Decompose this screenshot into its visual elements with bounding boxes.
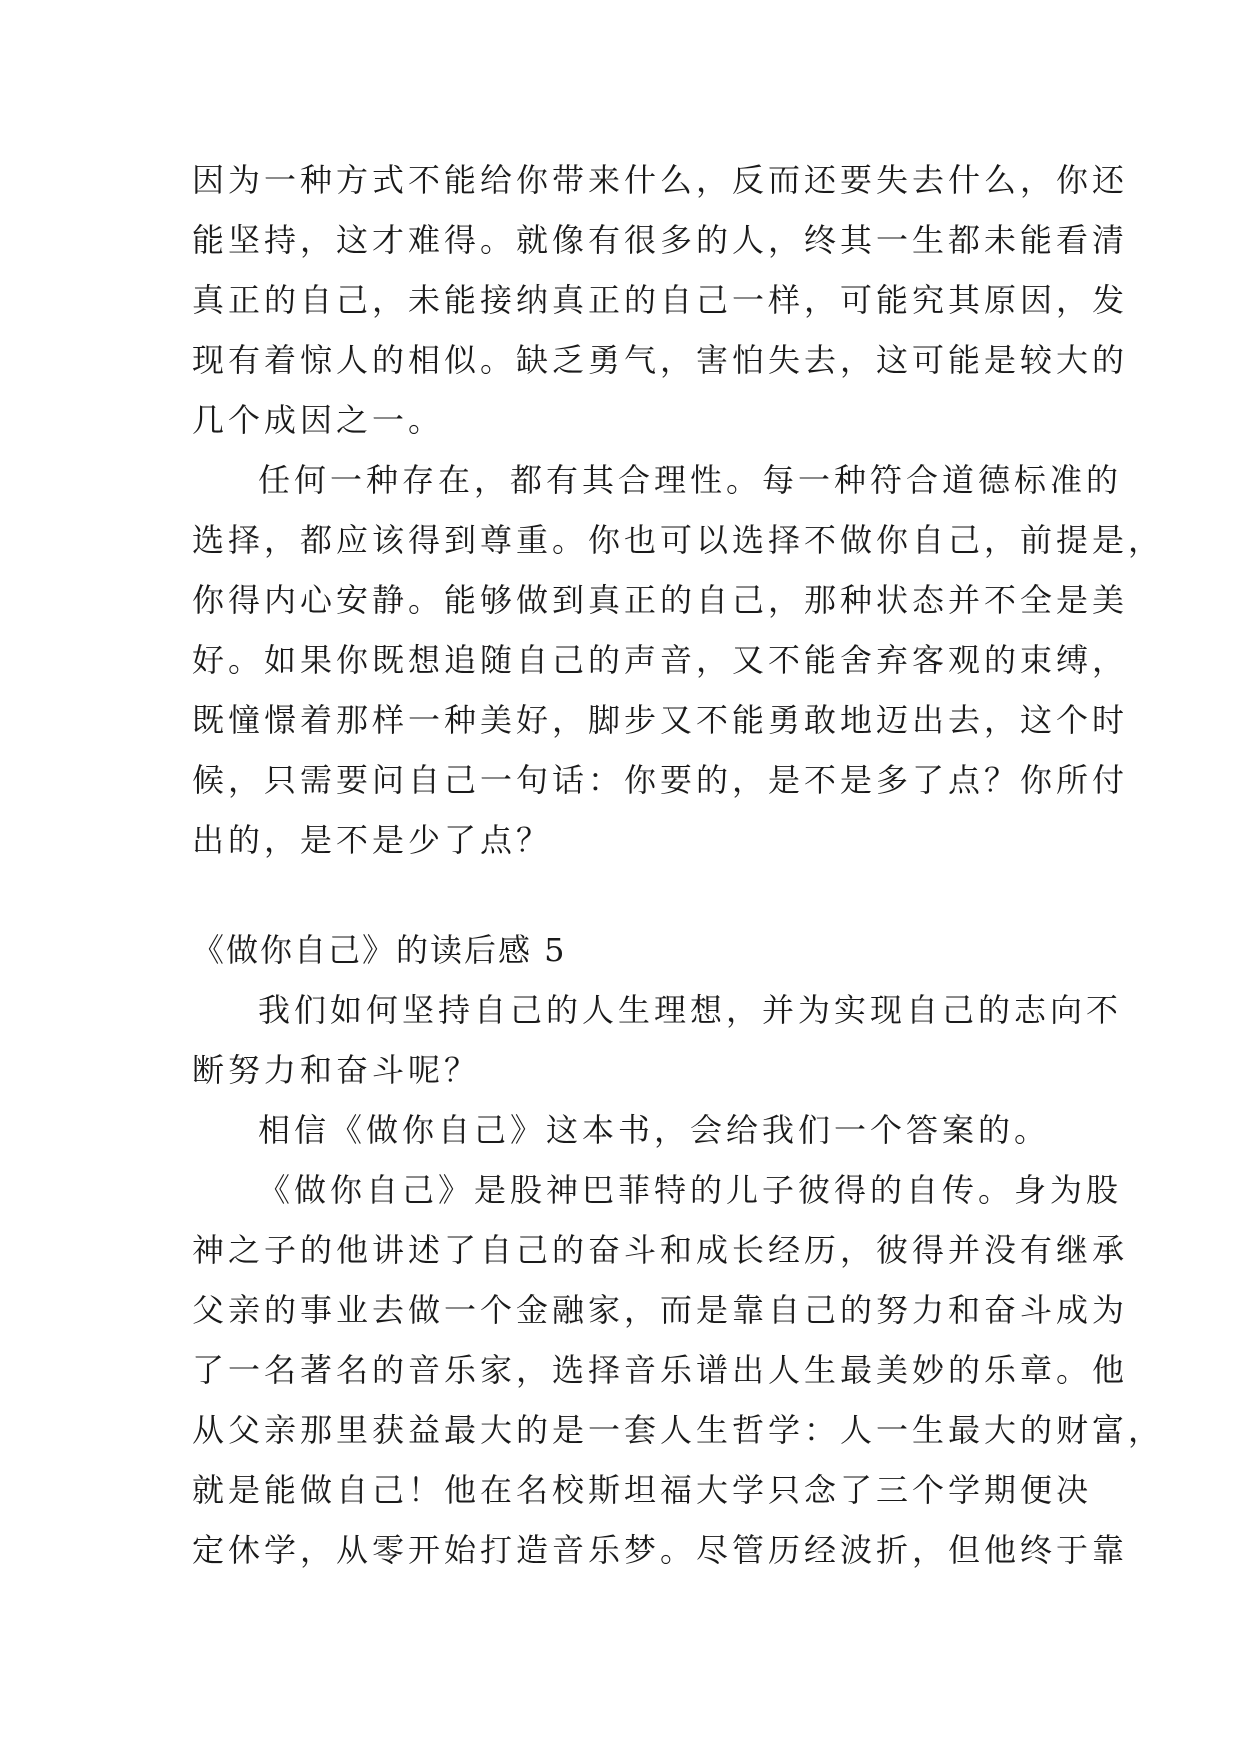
paragraph-line: 出的，是不是少了点？ xyxy=(192,821,553,859)
paragraph-line: 定休学，从零开始打造音乐梦。尽管历经波折，但他终于靠 xyxy=(192,1531,1129,1569)
paragraph-line: 候，只需要问自己一句话：你要的，是不是多了点？你所付 xyxy=(192,761,1129,799)
section-spacer xyxy=(192,870,1052,920)
section-heading: 《做你自己》的读后感 5 xyxy=(192,931,567,969)
paragraph-line: 能坚持，这才难得。就像有很多的人，终其一生都未能看清 xyxy=(192,221,1129,259)
paragraph-line: 了一名著名的音乐家，选择音乐谱出人生最美妙的乐章。他 xyxy=(192,1351,1129,1389)
paragraph-line: 《做你自己》是股神巴菲特的儿子彼得的自传。身为股 xyxy=(258,1171,1123,1209)
paragraph-3 xyxy=(192,980,1123,1100)
paragraph-line: 我们如何坚持自己的人生理想，并为实现自己的志向不 xyxy=(258,991,1123,1029)
paragraph-line: 选择，都应该得到尊重。你也可以选择不做你自己，前提是， xyxy=(192,521,1165,559)
paragraph-line: 父亲的事业去做一个金融家，而是靠自己的努力和奋斗成为 xyxy=(192,1291,1129,1329)
paragraph-line: 神之子的他讲述了自己的奋斗和成长经历，彼得并没有继承 xyxy=(192,1231,1129,1269)
paragraph-5 xyxy=(192,1160,1165,1580)
paragraph-line: 任何一种存在，都有其合理性。每一种符合道德标准的 xyxy=(258,461,1123,499)
paragraph-line: 现有着惊人的相似。缺乏勇气，害怕失去，这可能是较大的 xyxy=(192,341,1129,379)
paragraph-line: 从父亲那里获益最大的是一套人生哲学：人一生最大的财富， xyxy=(192,1411,1165,1449)
paragraph-4 xyxy=(192,1100,1052,1160)
paragraph-2 xyxy=(192,450,1165,870)
paragraph-line: 断努力和奋斗呢？ xyxy=(192,1051,481,1089)
document-body xyxy=(192,150,1165,1580)
paragraph-line: 既憧憬着那样一种美好，脚步又不能勇敢地迈出去，这个时 xyxy=(192,701,1129,739)
paragraph-line: 就是能做自己！他在名校斯坦福大学只念了三个学期便决 xyxy=(192,1471,1093,1509)
paragraph-line: 几个成因之一。 xyxy=(192,401,445,439)
paragraph-line: 因为一种方式不能给你带来什么，反而还要失去什么，你还 xyxy=(192,161,1129,199)
paragraph-line: 相信《做你自己》这本书，会给我们一个答案的。 xyxy=(258,1111,1051,1149)
paragraph-line: 你得内心安静。能够做到真正的自己，那种状态并不全是美 xyxy=(192,581,1129,619)
paragraph-1 xyxy=(192,150,1129,450)
paragraph-line: 真正的自己，未能接纳真正的自己一样，可能究其原因，发 xyxy=(192,281,1129,319)
paragraph-line: 好。如果你既想追随自己的声音，又不能舍弃客观的束缚， xyxy=(192,641,1129,679)
